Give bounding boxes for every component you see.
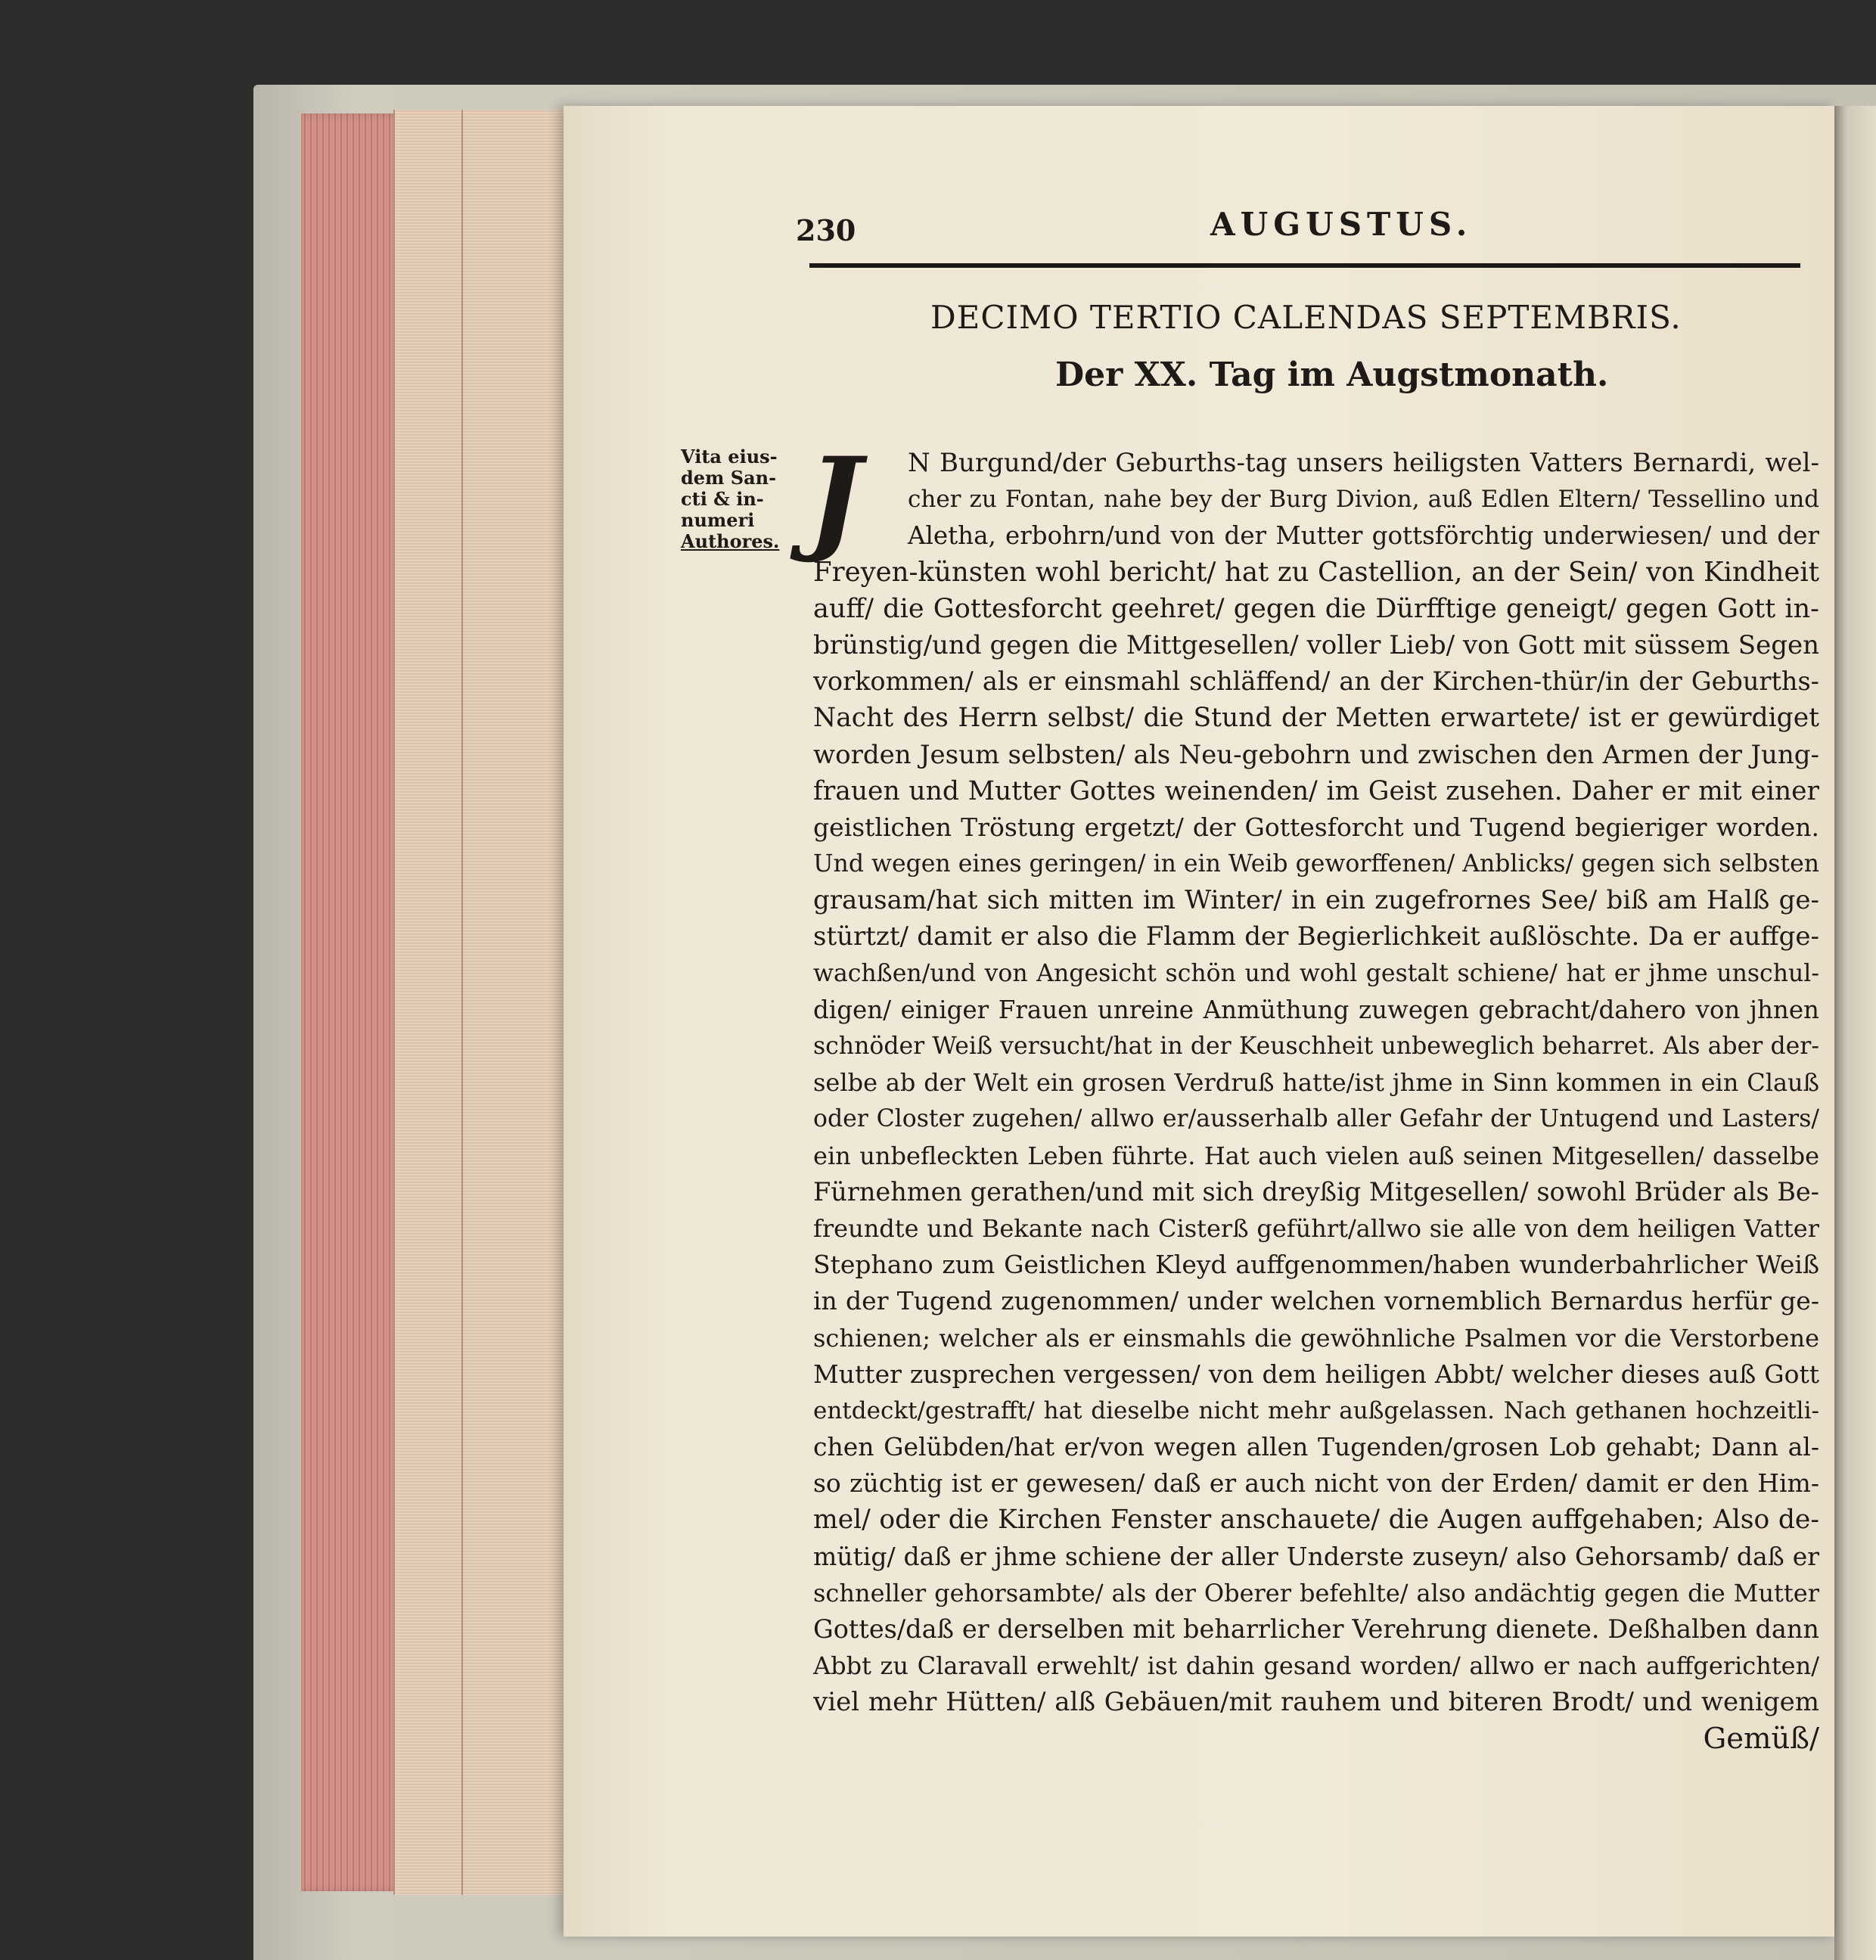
text-line: grausam/hat sich mitten im Winter/ in ein zugefrornes See/ biß am Halß ge- [813,885,1819,916]
margin-note-line: cti & in- [681,488,764,510]
text-line: selbe ab der Welt ein grosen Verdruß hatte/ist jhme in Sinn kommen in ein Clauß [813,1068,1819,1098]
text-line: cher zu Fontan, nahe bey der Burg Divion, auß Edlen Eltern/ Tessellino und [908,486,1819,514]
text-line: stürtzt/ damit er also die Flamm der Begierlichkeit außlöschte. Da er auffge- [813,921,1819,952]
section-subheading: Der XX. Tag im Augstmonath. [1055,356,1609,394]
text-line: digen/ einiger Frauen unreine Anmüthung zuwegen gebracht/dahero von jhnen [813,995,1819,1024]
text-line: Abbt zu Claravall erwehlt/ ist dahin gesand worden/ allwo er nach auffgerichten/ [813,1651,1819,1681]
text-line: Gottes/daß er derselben mit beharrlicher Verehrung dienete. Deßhalben dann [813,1614,1819,1644]
text-line: Stephano zum Geistlichen Kleyd auffgenommen/haben wunderbahrlicher Weiß [813,1250,1819,1280]
text-line: geistlichen Tröstung ergetzt/ der Gottesforcht und Tugend begieriger worden. [813,812,1819,842]
text-line: so züchtig ist er gewesen/ daß er auch nicht von der Erden/ damit er den Him- [813,1468,1819,1499]
margin-note-line: Authores. [681,530,780,552]
text-line: schienen; welcher als er einsmahls die gewöhnliche Psalmen vor die Verstorbene [813,1323,1819,1353]
text-line: mel/ oder die Kirchen Fenster anschauete/ die Augen auffgehaben; Also de- [813,1505,1819,1536]
text-line: chen Gelübden/hat er/von wegen allen Tugenden/grosen Lob gehabt; Dann al- [813,1432,1819,1462]
facing-page-edge [1834,106,1876,1960]
text-line: freundte und Bekante nach Cisterß geführt/allwo sie alle von dem heiligen Vatter [813,1213,1819,1243]
text-line: viel mehr Hütten/ alß Gebäuen/mit rauhem und biteren Brodt/ und wenigem [813,1687,1819,1718]
text-line: Aletha, erbohrn/und von der Mutter gottsförchtig underwiesen/ und der [908,521,1819,551]
text-line: Und wegen eines geringen/ in ein Weib geworffenen/ Anblicks/ gegen sich selbsten [813,850,1819,878]
text-line: schneller gehorsambte/ als der Oberer befehlte/ also andächtig gegen die Mutter [813,1578,1819,1607]
drop-initial: J [808,433,862,566]
page-stack-2 [461,110,569,1895]
margin-note-line: dem San- [681,467,777,489]
text-line: in der Tugend zugenommen/ under welchen vornemblich Bernardus herfür ge- [813,1286,1819,1316]
text-line: N Burgund/der Geburths-tag unsers heiligsten Vatters Bernardi, wel- [908,448,1819,478]
text-line: brünstig/und gegen die Mittgesellen/ voller Lieb/ von Gott mit süssem Segen [813,629,1819,660]
margin-note-line: Vita eius- [681,446,778,467]
header-rule [809,263,1800,268]
page-number: 230 [796,213,856,247]
text-line: Mutter zusprechen vergessen/ von dem heiligen Abbt/ welcher dieses auß Gott [813,1359,1819,1389]
text-line: mütig/ daß er jhme schiene der aller Underste zuseyn/ also Gehorsamb/ daß er [813,1541,1819,1571]
text-line: frauen und Mutter Gottes weinenden/ im Geist zusehen. Daher er mit einer [813,775,1819,806]
section-heading: DECIMO TERTIO CALENDAS SEPTEMBRIS. [930,299,1682,336]
text-line: Fürnehmen gerathen/und mit sich dreyßig Mitgesellen/ sowohl Brüder als Be- [813,1176,1819,1207]
text-line: ein unbefleckten Leben führte. Hat auch vielen auß seinen Mitgesellen/ dasselbe [813,1141,1819,1170]
running-head-title: AUGUSTUS. [1210,206,1473,243]
margin-note-line: numeri [681,509,755,531]
margin-note [681,446,787,552]
page-stack-1 [393,110,471,1895]
text-line: Freyen-künsten wohl bericht/ hat zu Castellion, an der Sein/ von Kindheit [813,556,1819,588]
text-line: Nacht des Herrn selbst/ die Stund der Metten erwartete/ ist er gewürdiget [813,703,1819,734]
catchword: Gemüß/ [1703,1721,1819,1756]
body-text [813,445,1819,1757]
text-line: schnöder Weiß versucht/hat in der Keuschheit unbeweglich beharret. Als aber der- [813,1033,1819,1060]
text-line: wachßen/und von Angesicht schön und wohl gestalt schiene/ hat er jhme unschul- [813,959,1819,987]
text-line: oder Closter zugehen/ allwo er/ausserhalb aller Gefahr der Untugend und Lasters/ [813,1105,1819,1133]
text-line: vorkommen/ als er einsmahl schläffend/ an der Kirchen-thür/in der Geburths- [813,666,1819,697]
text-line: worden Jesum selbsten/ als Neu-gebohrn und zwischen den Armen der Jung- [813,739,1819,770]
text-line: auff/ die Gottesforcht geehret/ gegen die Dürfftige geneigt/ gegen Gott in- [813,593,1819,624]
text-line: entdeckt/gestrafft/ hat dieselbe nicht mehr außgelassen. Nach gethanen hochzeitli- [813,1396,1819,1424]
